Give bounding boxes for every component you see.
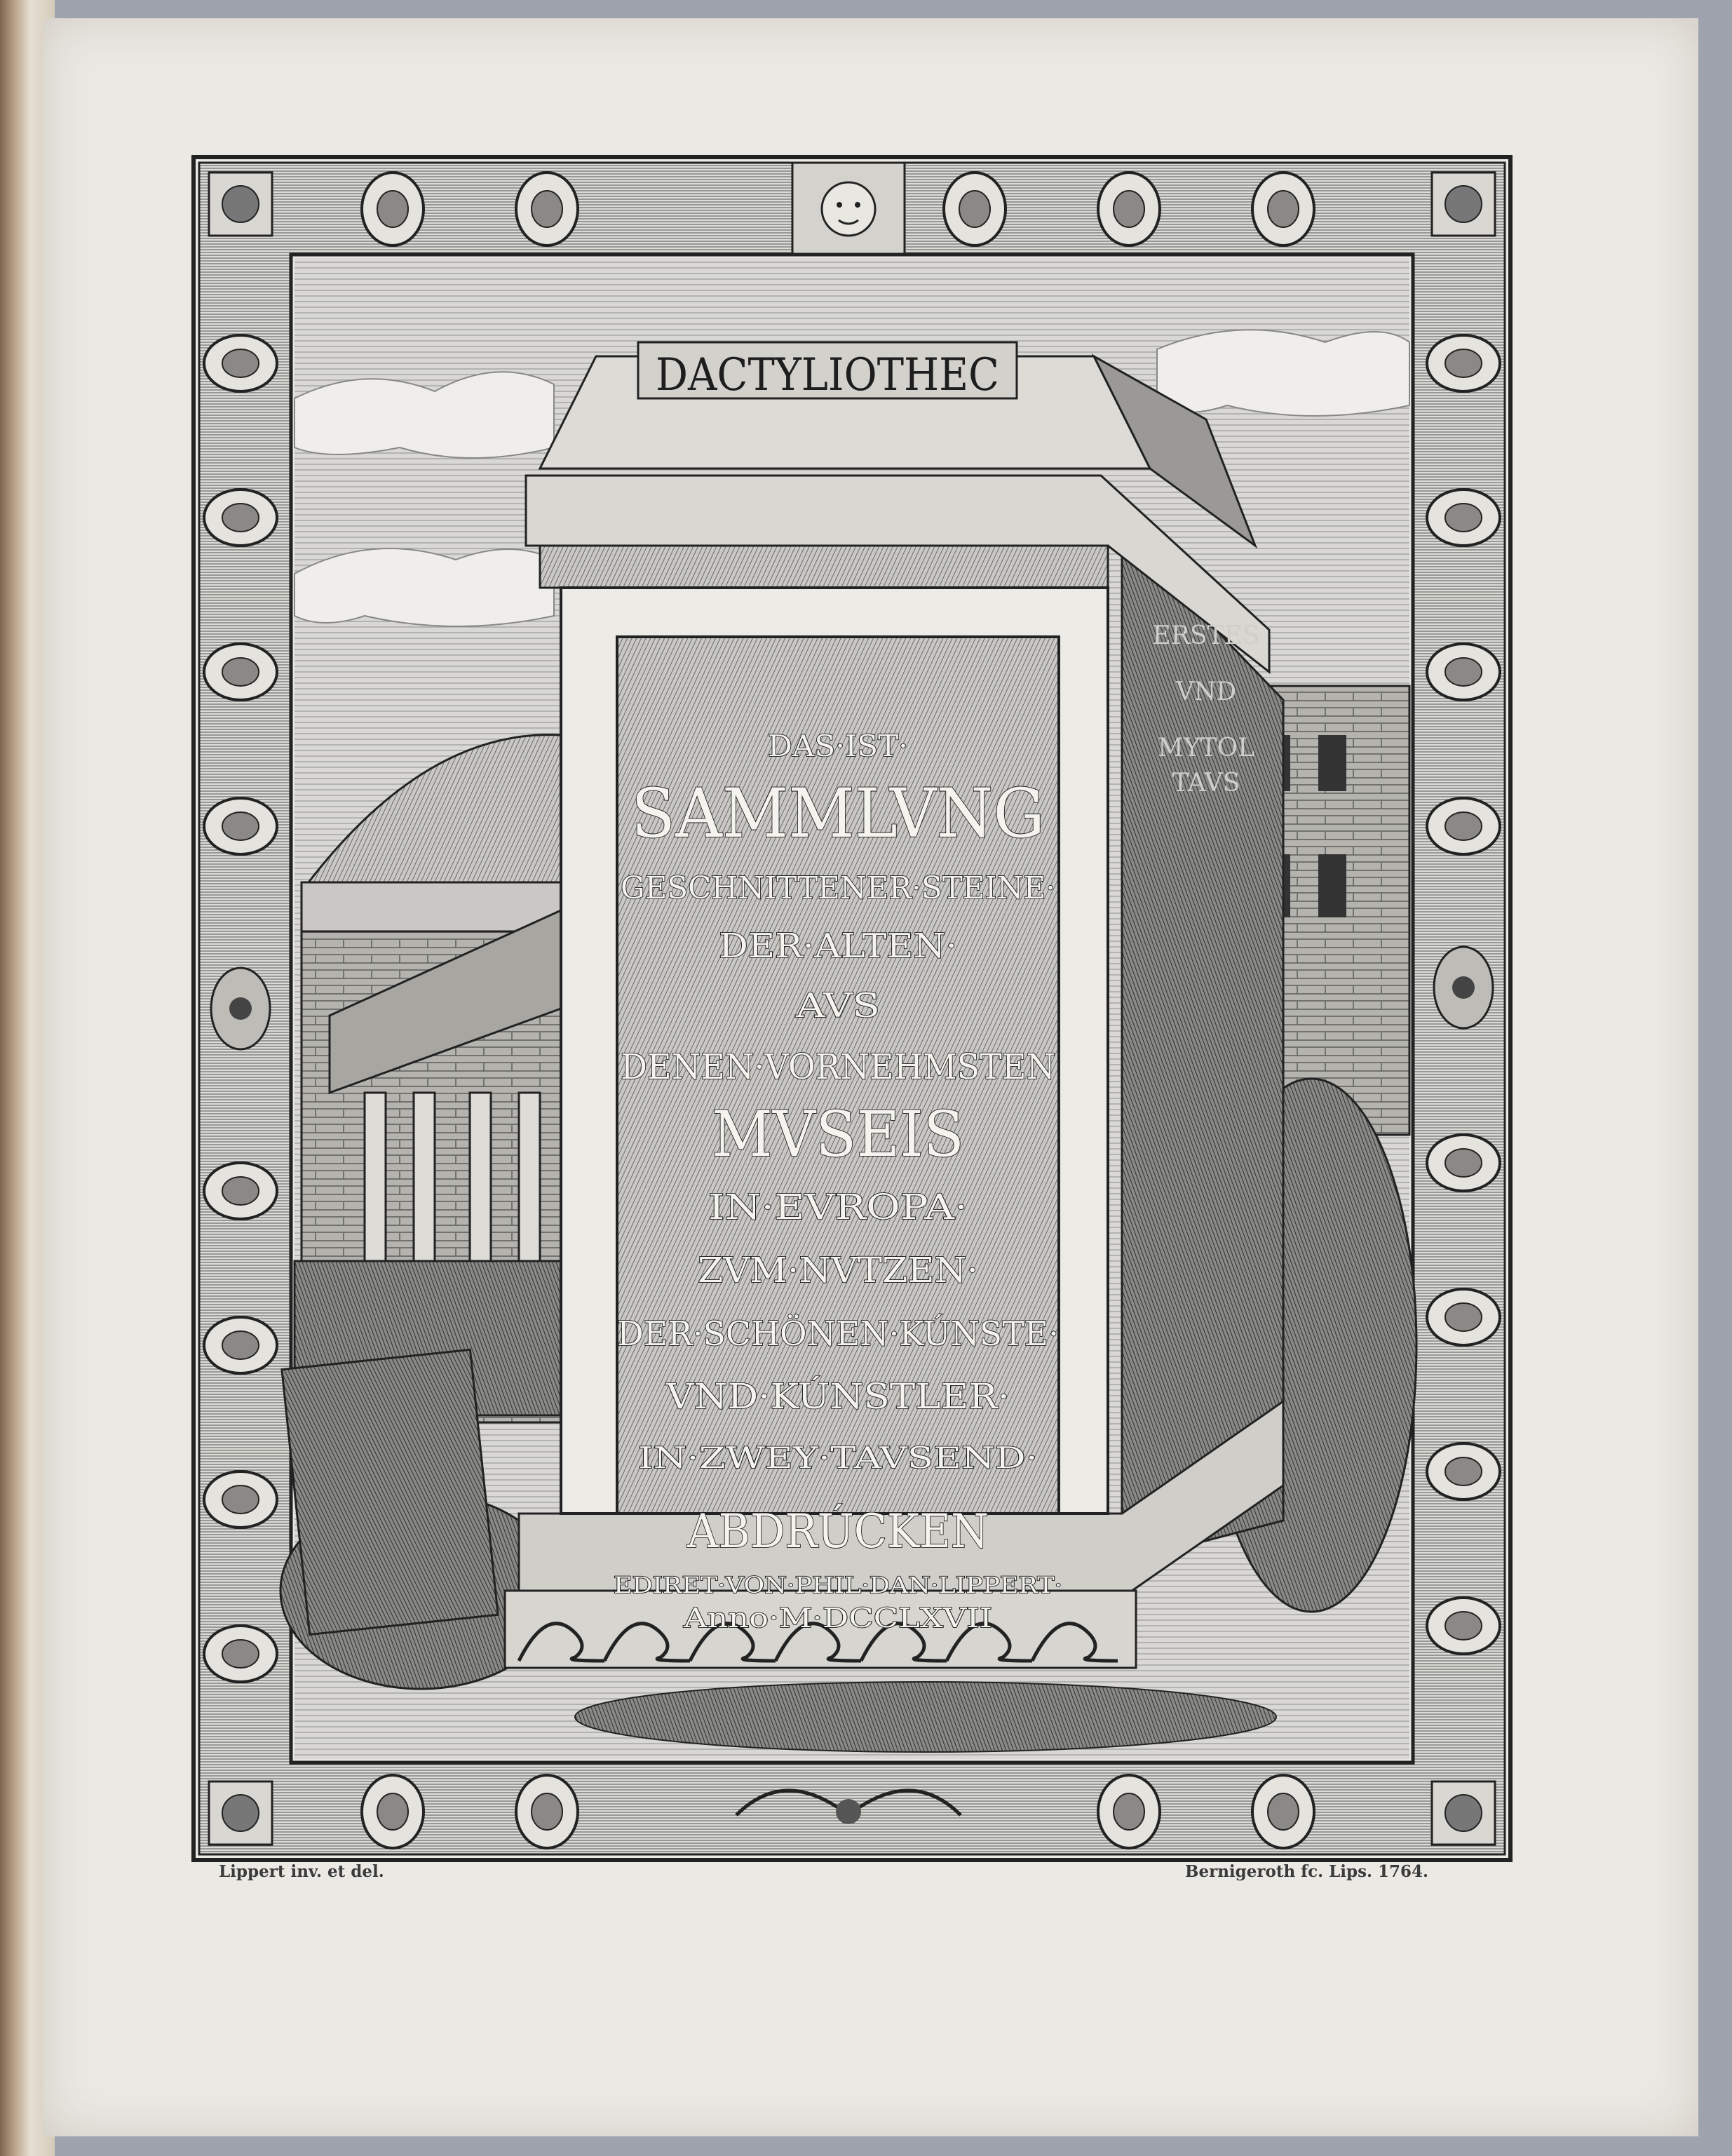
border-oval-boss — [532, 1793, 562, 1830]
border-oval-boss — [377, 1793, 408, 1830]
engraver-credit-left: Lippert inv. et del. — [219, 1862, 384, 1881]
inscription-line-9: ZVM·NVTZEN· — [698, 1250, 978, 1291]
border-oval-boss — [532, 191, 562, 227]
border-oval-boss — [222, 812, 259, 840]
border-oval-boss — [377, 191, 408, 227]
inscription-line-1: DAS·IST· — [768, 729, 908, 763]
inscription-line-11: VND·KÚNSTLER· — [666, 1376, 981, 1417]
cherub-head-keystone — [792, 163, 905, 254]
border-oval-boss — [222, 1485, 259, 1514]
inscription-line-10: DER·SCHÖNEN·KÚNSTE· — [617, 1314, 1067, 1354]
inscription-line-4: DER·ALTEN· — [719, 927, 957, 966]
engraved-title-plate — [189, 153, 1515, 1864]
side-inscription-line-3: MYTOL — [1157, 734, 1255, 762]
inscription-line-3: GESCHNITTENER·STEINE· — [621, 870, 1055, 906]
inscription-line-6: DENEN·VORNEHMSTEN — [621, 1046, 1055, 1087]
border-oval-boss — [1114, 1793, 1144, 1830]
portico-column — [470, 1093, 491, 1261]
border-oval-boss — [1268, 191, 1299, 227]
border-oval-boss — [222, 349, 259, 377]
portico-column — [519, 1093, 540, 1261]
inscription-line-15: Anno·M·DCCLXVII — [682, 1603, 992, 1633]
border-oval-boss — [1445, 349, 1482, 377]
inscription-line-12: IN·ZWEY·TAVSEND· — [638, 1441, 1038, 1475]
inscription-line-8: IN·EVROPA· — [708, 1187, 968, 1227]
side-inscription-line-4: TAVS — [1172, 769, 1240, 797]
border-oval-boss — [222, 1640, 259, 1668]
border-oval-boss — [1445, 1303, 1482, 1331]
portico-column — [365, 1093, 386, 1261]
side-inscription-line-1: ERSTES — [1152, 621, 1260, 650]
border-oval-boss — [1445, 1612, 1482, 1640]
border-oval-boss — [1114, 191, 1144, 227]
border-oval-boss — [222, 1177, 259, 1205]
portico-column — [414, 1093, 435, 1261]
border-oval-boss — [222, 504, 259, 532]
border-oval-boss — [1445, 1457, 1482, 1485]
inscription-line-14: EDIRET·VON·PHIL·DAN·LIPPERT· — [614, 1572, 1062, 1598]
inscription-line-13: ABDRÚCKEN — [686, 1504, 989, 1558]
engraver-credit-right: Bernigeroth fc. Lips. 1764. — [1185, 1862, 1429, 1881]
border-oval-boss — [1445, 658, 1482, 686]
inscription-line-7: MVSEIS — [712, 1098, 964, 1171]
border-oval-boss — [1268, 1793, 1299, 1830]
border-oval-boss — [1445, 812, 1482, 840]
border-oval-boss — [222, 658, 259, 686]
inscription-line-5: AVS — [794, 986, 880, 1025]
border-oval-boss — [959, 191, 990, 227]
side-inscription-line-2: VND — [1175, 678, 1237, 706]
frieze-title: DACTYLIOTHEC — [656, 349, 999, 401]
border-oval-boss — [1445, 504, 1482, 532]
border-oval-boss — [1445, 1149, 1482, 1177]
border-oval-boss — [222, 1331, 259, 1359]
inscription-line-2: SAMMLVNG — [631, 774, 1045, 853]
